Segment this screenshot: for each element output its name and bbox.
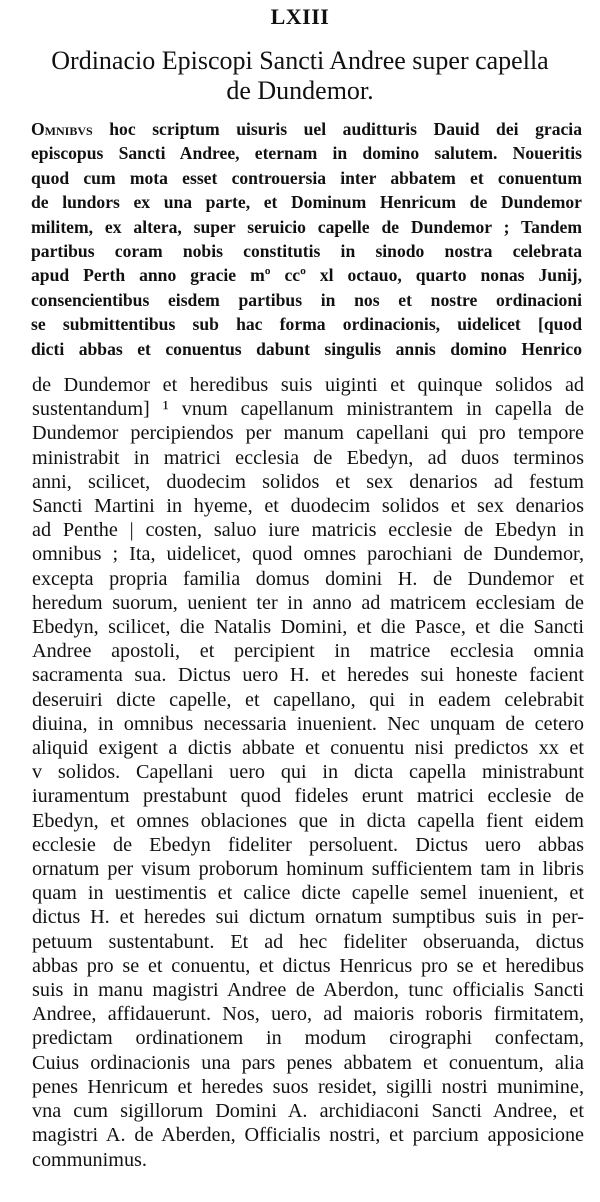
paragraph-1-line: apud Perth anno gracie mº ccº xl octauo, quarto nonas Junij, [31,265,582,286]
paragraph-1-line: episcopus Sancti Andree, eternam in domino salutem. Noueritis [31,143,582,164]
paragraph-2-line: ad Penthe | costen, saluo iure matricis ecclesie de Ebedyn in [32,519,584,542]
opening-word: Omnibvs [31,119,93,139]
paragraph-2-line: Sancti Martini in hyeme, et duodecim solidos et sex denarios [32,495,584,518]
paragraph-2-line: sacramenta sua. Dictus uero H. et heredes sui honeste facient [32,664,584,687]
paragraph-2-line: iuramentum prestabunt quod fideles erunt matrici ecclesie de [32,785,584,808]
paragraph-2-line: quam in uestimentis et calice dicte capelle semel inuenient, et [32,882,584,905]
paragraph-2-line: sustentandum] ¹ vnum capellanum ministrantem in capella de [32,398,584,421]
paragraph-2-line: v solidos. Capellani uero qui in dicta capella ministrabunt [32,761,584,784]
paragraph-2-line: excepta propria familia domus domini H. de Dundemor et [32,567,584,590]
paragraph-2-line: heredum suorum, uenient ter in anno ad matricem ecclesiam de [32,591,584,614]
paragraph-2-line: aliquid exigent a dictis abbate et conuentu nisi predictos xx et [32,737,584,760]
title-line-1: Ordinacio Episcopi Sancti Andree super capella [51,46,549,75]
chapter-number: LXIII [270,4,330,29]
paragraph-2 [32,373,584,1172]
paragraph-2-line: Dundemor percipiendos per manum capellani qui pro tempore [32,422,584,445]
paragraph-2-line: penes Henricum et heredes suos residet, sigilli nostri munimine, [32,1075,584,1098]
paragraph-2-line: omnibus ; Ita, uidelicet, quod omnes parochiani de Dundemor, [32,543,584,566]
paragraph-2-line: ornatum per visum proborum hominum sufficientem tam in libris [32,858,584,881]
paragraph-2-line: magistri A. de Aberden, Officialis nostri, et parcium apposicione [32,1124,584,1147]
document-title [18,46,582,106]
paragraph-2-line: suis in manu magistri Andree de Aberdon, tunc officialis Sancti [32,979,584,1002]
paragraph-2-line: deseruiri dicte capelle, et capellano, qui in eadem celebrabit [32,688,584,711]
paragraph-2-line: ecclesie de Ebedyn fideliter persoluent. Dictus uero abbas [32,833,584,856]
paragraph-2-line: ministrabit in matrici ecclesia de Ebedyn, ad duos terminos [32,446,584,469]
paragraph-2-line: petuum sustentabunt. Et ad hec fideliter obseruanda, dictus [32,930,584,953]
paragraph-1-line: quod cum mota esset controuersia inter abbatem et conuentum [31,167,582,188]
paragraph-1-line: dicti abbas et conuentus dabunt singulis annis domino Henrico [31,338,582,359]
paragraph-2-line: Ebedyn, et omnes oblaciones que in dicta capella fient eidem [32,809,584,832]
paragraph-2-line: Andree apostoli, et percipient in matrice ecclesia omnia [32,640,584,663]
paragraph-1-line: partibus coram nobis constitutis in sinodo nostra celebrata [31,241,582,262]
paragraph-1-line: se submittentibus sub hac forma ordinacionis, uidelicet [quod [31,314,582,335]
paragraph-2-line: abbas pro se et conuentu, et dictus Henricus pro se et heredibus [32,954,584,977]
paragraph-2-line: Ebedyn, scilicet, die Natalis Domini, et die Pasce, et die Sancti [32,616,584,639]
paragraph-2-line: Cuius ordinacionis una pars penes abbatem et conuentum, alia [32,1051,584,1074]
paragraph-2-line: dictus H. et heredes sui dictum ornatum sumptibus suis in per- [32,906,584,929]
paragraph-1 [31,117,582,361]
paragraph-2-line: Andree, affidauerunt. Nos, uero, ad maioris roboris firmitatem, [32,1003,584,1026]
paragraph-2-line: communimus. [32,1148,147,1171]
title-line-2: de Dundemor. [226,76,374,105]
paragraph-2-line: diuina, in omnibus necessaria inuenient. Nec unquam de cetero [32,712,584,735]
paragraph-2-line: de Dundemor et heredibus suis uiginti et quinque solidos ad [32,374,584,396]
paragraph-1-line: Omnibvs hoc scriptum uisuris uel auditturis Dauid dei gracia [31,119,582,139]
paragraph-2-line: anni, scilicet, duodecim solidos et sex denarios ad festum [32,470,584,493]
paragraph-1-line: militem, ex altera, super seruicio capelle de Dundemor ; Tandem [31,216,582,237]
paragraph-1-line: consencientibus eisdem partibus in nos et nostre ordinacioni [31,289,582,310]
paragraph-2-line: predictam ordinationem in modum cirographi confectam, [32,1027,584,1050]
paragraph-1-line: de lundors ex una parte, et Dominum Henricum de Dundemor [31,192,582,213]
paragraph-2-line: vna cum sigillorum Domini A. archidiaconi Sancti Andree, et [32,1100,584,1123]
